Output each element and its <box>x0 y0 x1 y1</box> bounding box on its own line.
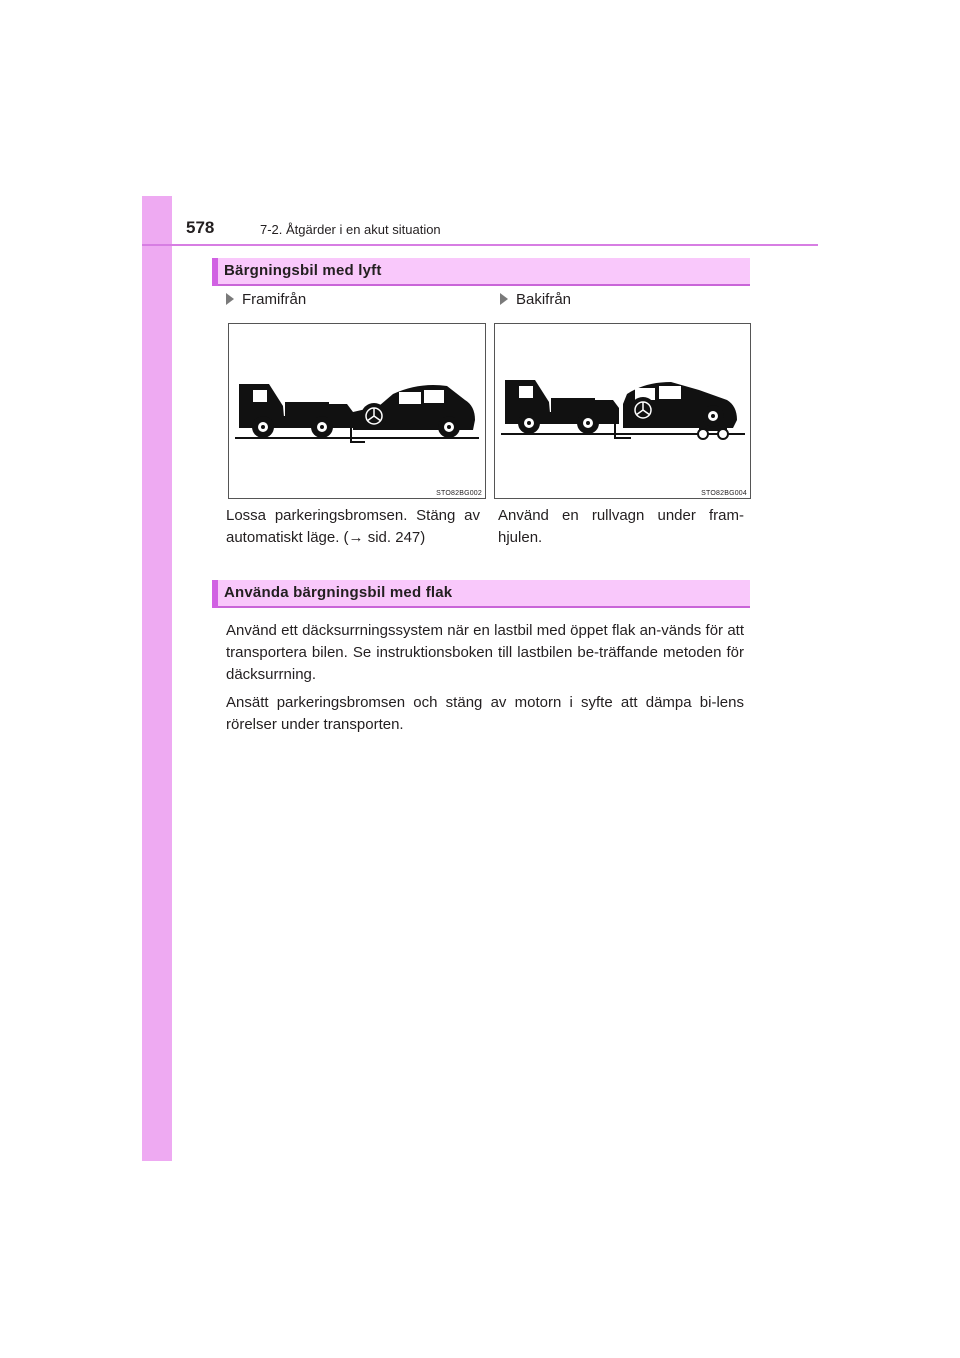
figure-code: STO82BG004 <box>701 490 747 497</box>
label-front-text: Framifrån <box>242 291 307 308</box>
section-heading-flatbed <box>212 580 750 608</box>
side-tab-band <box>142 196 172 1161</box>
running-head: 7-2. Åtgärder i en akut situation <box>260 222 441 237</box>
figure-tow-front <box>228 323 486 499</box>
paragraph-tie-down: Använd ett däcksurrningssystem när en lastbil med öppet flak an-vänds för att transportera bilen. Se instruktionsboken till lastbilen be-träffande metoden för däcksurrning. <box>226 622 744 683</box>
figure-tow-rear <box>494 323 751 499</box>
section-heading-text: Använda bärgningsbil med flak <box>224 584 453 601</box>
paragraph-parking-brake: Ansätt parkeringsbromsen och stäng av motorn i syfte att dämpa bi-lens rörelser under transporten. <box>226 694 744 733</box>
label-rear <box>500 291 571 308</box>
section-heading-text: Bärgningsbil med lyft <box>224 262 382 279</box>
tow-truck-rear-illustration <box>495 324 750 498</box>
page-number: 578 <box>186 218 215 237</box>
label-rear-text: Bakifrån <box>516 291 572 308</box>
figure-code: STO82BG002 <box>436 490 482 497</box>
label-front <box>226 291 306 308</box>
triangle-bullet-icon <box>500 293 508 305</box>
header-rule <box>142 244 818 246</box>
tow-truck-front-illustration <box>229 324 485 498</box>
caption-rear: Använd en rullvagn under fram-hjulen. <box>498 507 744 546</box>
triangle-bullet-icon <box>226 293 234 305</box>
flatbed-body <box>226 620 744 736</box>
section-heading-wheel-lift <box>212 258 750 286</box>
caption-front: Lossa parkeringsbromsen. Stäng av automatiskt läge. (→ sid. 247) <box>226 507 480 546</box>
